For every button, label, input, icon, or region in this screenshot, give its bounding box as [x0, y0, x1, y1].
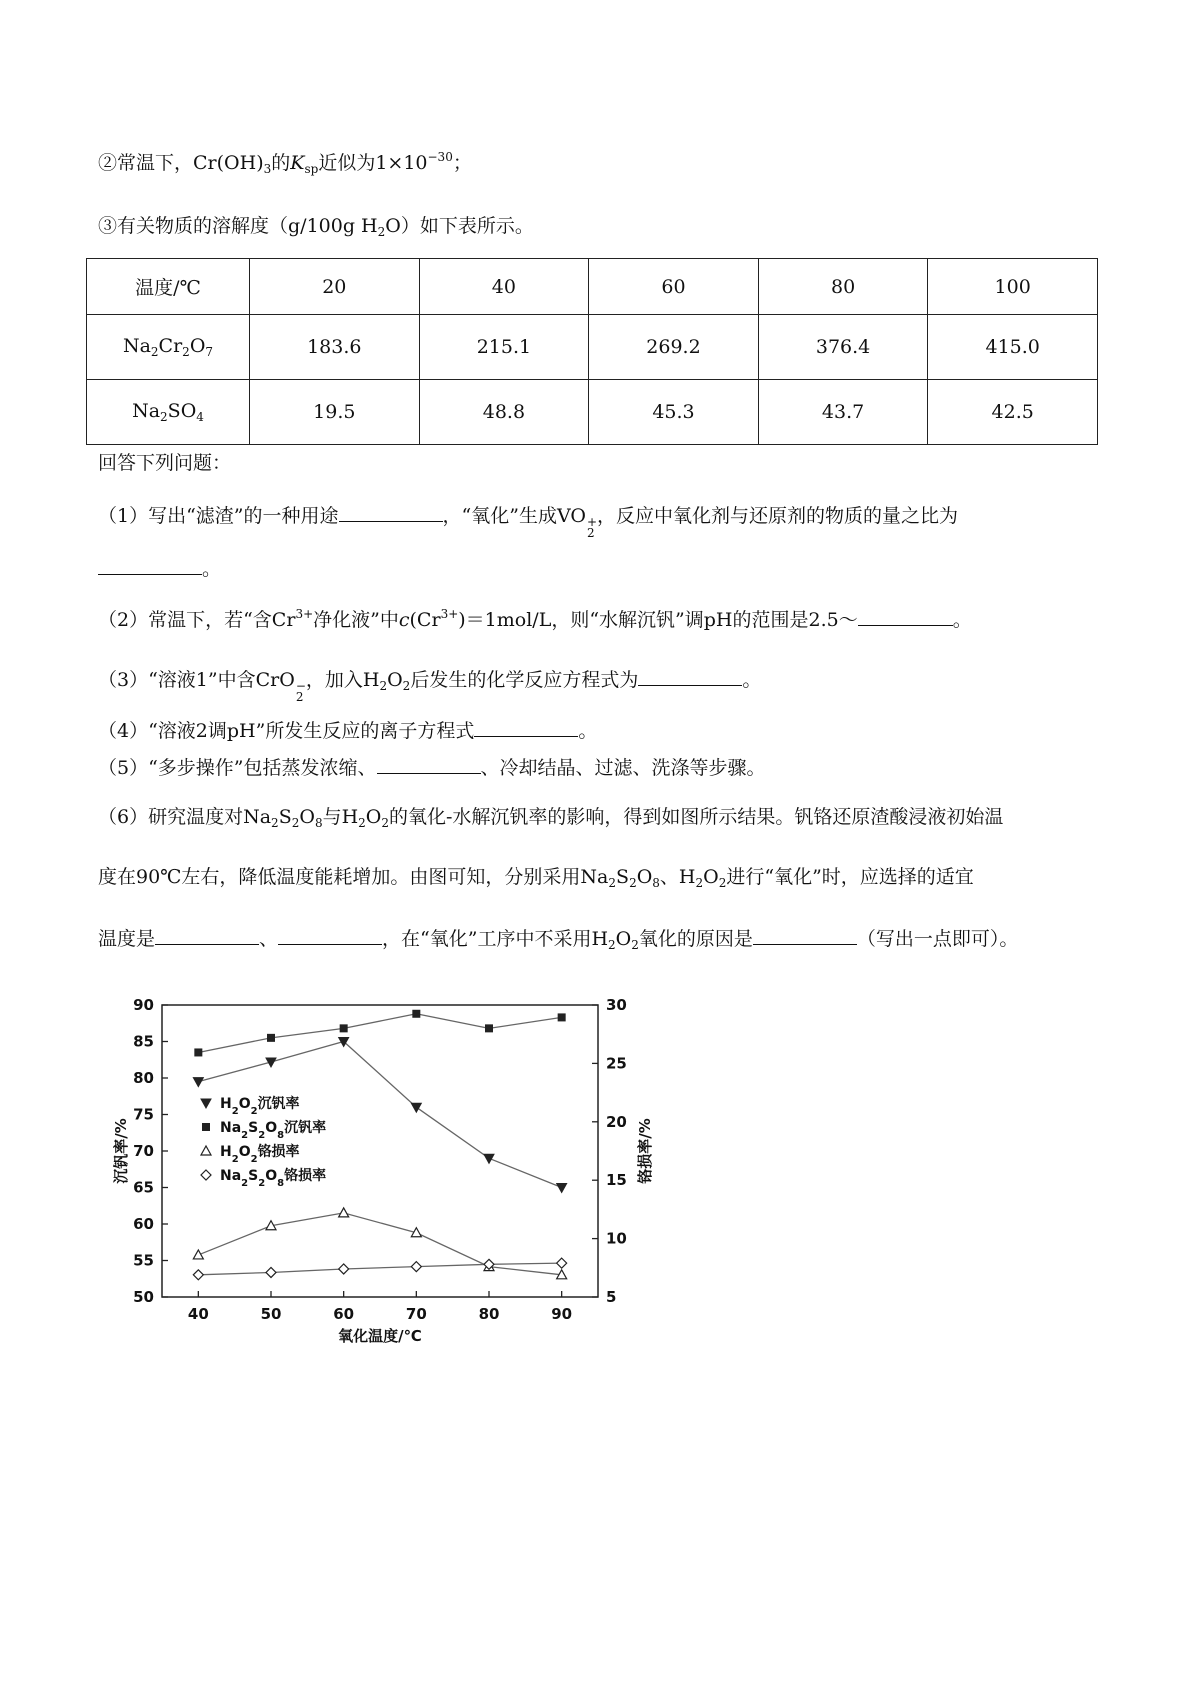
data-point-na2s2o8-vanadium: [412, 1010, 420, 1018]
data-point-na2s2o8-chromium-loss: [193, 1270, 203, 1280]
question-6-line-3: 温度是 、 ，在“氧化”工序中不采用$H_2O_2$氧化的原因是 （写出一点即可）。: [98, 928, 1019, 952]
x-tick-label: 40: [187, 1305, 209, 1323]
table-header-cell: 100: [928, 259, 1098, 315]
table-cell: 42.5: [928, 380, 1098, 445]
y-left-tick-label: 85: [133, 1032, 154, 1051]
vanadium-precipitation-chart: [110, 990, 670, 1350]
answer-blank[interactable]: [98, 556, 202, 575]
y-left-tick-label: 80: [133, 1069, 154, 1087]
data-point-na2s2o8-chromium-loss: [266, 1267, 276, 1277]
series-line-na2s2o8-vanadium: [198, 1014, 561, 1053]
table-row: [87, 259, 1098, 315]
data-point-na2s2o8-chromium-loss: [339, 1264, 349, 1274]
data-point-h2o2-chromium-loss: [339, 1208, 349, 1217]
y-left-tick-label: 70: [133, 1142, 154, 1160]
table-cell: 269.2: [589, 315, 759, 380]
answer-blank[interactable]: [858, 607, 953, 626]
table-row: [87, 315, 1098, 380]
table-cell: 415.0: [928, 315, 1098, 380]
answer-blank[interactable]: [638, 667, 742, 686]
y-right-tick-label: 5: [606, 1288, 617, 1306]
table-header-cell: 40: [419, 259, 589, 315]
note-2: ②常温下，$Cr(OH)_3$的$K_{sp}$近似为$1\times 10^{-30}$；: [98, 150, 472, 176]
data-point-h2o2-chromium-loss: [193, 1250, 203, 1259]
table-cell: 19.5: [250, 380, 420, 445]
y-right-tick-label: 15: [606, 1171, 627, 1190]
solubility-table: [86, 258, 1098, 445]
legend-marker-na2s2o8-chromium-loss: [201, 1170, 211, 1180]
question-3: （3）“溶液1”中含CrO − 2 ，加入$H_2O_2$后发生的化学反应方程式为 。: [98, 669, 762, 704]
table-header-cell: 20: [250, 259, 420, 315]
table-header-cell: 温度/℃: [87, 259, 250, 315]
y-right-tick-label: 10: [606, 1229, 627, 1248]
question-6-line-2: 度在90℃左右，降低温度能耗增加。由图可知，分别采用$Na_2S_2O_8$、$H_2O_2$进行“氧化”时，应选择的适宜: [98, 866, 974, 890]
data-point-h2o2-vanadium: [484, 1154, 494, 1163]
y-left-tick-label: 55: [133, 1251, 154, 1270]
y-right-axis-label: 铬损率/%: [636, 1118, 654, 1184]
legend-label-h2o2-chromium-loss: $H_2O_2$铬损率: [220, 1144, 300, 1165]
question-5: （5）“多步操作”包括蒸发浓缩、 、冷却结晶、过滤、洗涤等步骤。: [98, 757, 766, 779]
question-1-cont: 。: [98, 556, 221, 582]
data-point-h2o2-vanadium: [193, 1078, 203, 1087]
data-point-na2s2o8-chromium-loss: [557, 1258, 567, 1268]
x-tick-label: 60: [333, 1305, 355, 1323]
table-row: [87, 380, 1098, 445]
legend-label-na2s2o8-vanadium: $Na_2S_2O_8$沉钒率: [220, 1120, 327, 1141]
y-left-tick-label: 65: [133, 1178, 154, 1197]
x-tick-label: 50: [260, 1305, 282, 1323]
data-point-h2o2-vanadium: [557, 1184, 567, 1193]
x-tick-label: 80: [478, 1305, 500, 1323]
x-tick-label: 90: [551, 1305, 573, 1323]
table-cell: 376.4: [758, 315, 928, 380]
table-cell: 215.1: [419, 315, 589, 380]
answer-blank[interactable]: [278, 926, 382, 945]
table-cell: 48.8: [419, 380, 589, 445]
data-point-na2s2o8-vanadium: [485, 1024, 493, 1032]
y-right-tick-label: 25: [606, 1054, 627, 1073]
answer-blank[interactable]: [474, 718, 578, 737]
data-point-na2s2o8-vanadium: [267, 1034, 275, 1042]
data-point-na2s2o8-chromium-loss: [411, 1262, 421, 1272]
y-right-tick-label: 20: [606, 1112, 627, 1131]
table-cell: 43.7: [758, 380, 928, 445]
data-point-na2s2o8-vanadium: [340, 1024, 348, 1032]
question-6: （6）研究温度对$Na_2S_2O_8$与$H_2O_2$的氧化-水解沉钒率的影响，得到如图所示结果。钒铬还原渣酸浸液初始温: [98, 806, 1004, 830]
row-label-na2so4: $Na_2SO_4$: [87, 380, 250, 445]
y-left-tick-label: 75: [133, 1105, 154, 1124]
question-1: （1）写出“滤渣”的一种用途 ，“氧化”生成VO + 2 ，反应中氧化剂与还原剂的物质的量之比为: [98, 505, 959, 540]
y-left-axis-label: 沉钒率/%: [112, 1118, 130, 1184]
legend-marker-na2s2o8-vanadium: [202, 1123, 210, 1131]
legend-label-h2o2-vanadium: $H_2O_2$沉钒率: [220, 1096, 300, 1117]
table-header-cell: 60: [589, 259, 759, 315]
question-4: （4）“溶液2调pH”所发生反应的离子方程式 。: [98, 720, 598, 742]
answer-intro: 回答下列问题：: [98, 452, 232, 474]
y-right-tick-label: 30: [606, 996, 627, 1014]
question-2: （2）常温下，若“含$Cr^{3+}$净化液”中$c(Cr^{3+})=1mol/L$，则“水解沉钒”调pH的范围是2.5～ 。: [98, 607, 972, 631]
answer-blank[interactable]: [753, 926, 857, 945]
y-left-tick-label: 60: [133, 1215, 154, 1233]
series-line-h2o2-chromium-loss: [198, 1213, 561, 1275]
row-label-na2cr2o7: $Na_2Cr_2O_7$: [87, 315, 250, 380]
legend-marker-h2o2-vanadium: [201, 1099, 211, 1108]
legend-label-na2s2o8-chromium-loss: $Na_2S_2O_8$铬损率: [220, 1168, 327, 1189]
x-axis-label: 氧化温度/℃: [338, 1327, 422, 1345]
answer-blank[interactable]: [155, 926, 259, 945]
table-cell: 45.3: [589, 380, 759, 445]
data-point-na2s2o8-vanadium: [558, 1013, 566, 1021]
note-3: ③有关物质的溶解度（g/100g $H_2O$）如下表所示。: [98, 215, 534, 239]
answer-blank[interactable]: [377, 755, 481, 774]
y-left-tick-label: 90: [133, 996, 154, 1014]
data-point-na2s2o8-vanadium: [194, 1048, 202, 1056]
x-tick-label: 70: [405, 1305, 427, 1323]
answer-blank[interactable]: [339, 503, 443, 522]
table-header-cell: 80: [758, 259, 928, 315]
legend-marker-h2o2-chromium-loss: [201, 1146, 211, 1155]
data-point-h2o2-vanadium: [411, 1103, 421, 1112]
table-cell: 183.6: [250, 315, 420, 380]
y-left-tick-label: 50: [133, 1288, 154, 1306]
